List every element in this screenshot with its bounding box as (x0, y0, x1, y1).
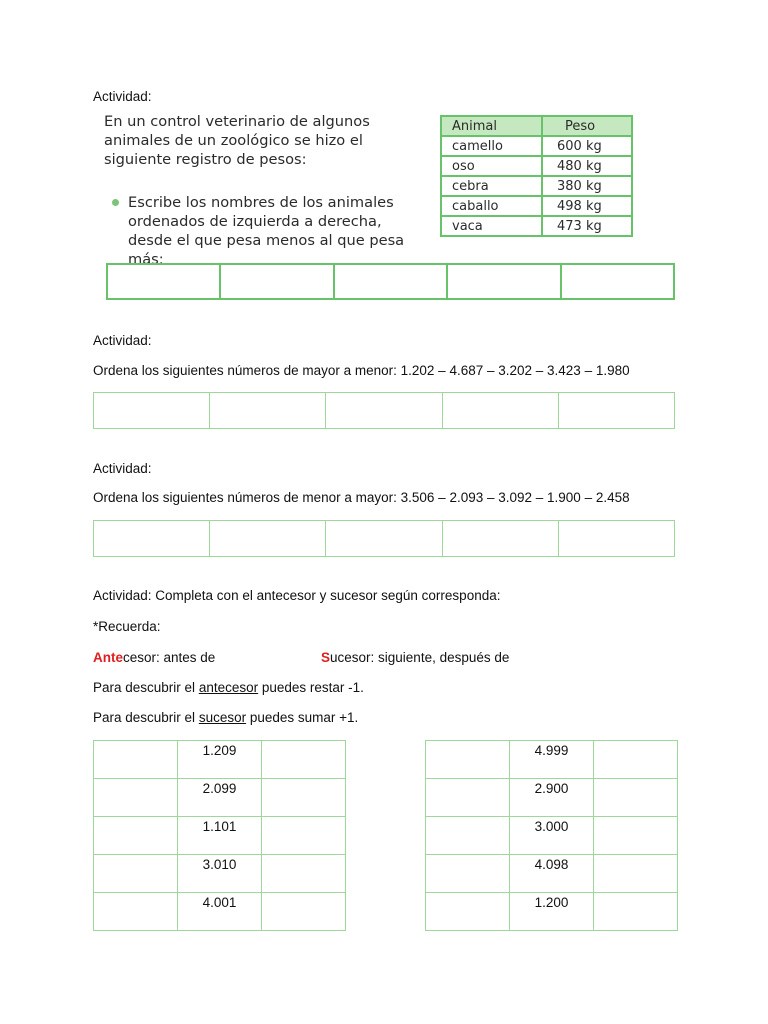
sucesor-cell[interactable] (594, 779, 678, 817)
table-row (441, 216, 632, 236)
weight-cell: 380 kg (542, 176, 632, 196)
sucesor-cell[interactable] (262, 855, 346, 893)
table-row (441, 136, 632, 156)
activity-3-label: Actividad: (93, 461, 152, 476)
sucesor-cell[interactable] (262, 893, 346, 931)
weight-cell: 600 kg (542, 136, 632, 156)
number-cell: 4.001 (178, 893, 262, 931)
sucesor-cell[interactable] (594, 741, 678, 779)
number-cell: 4.999 (510, 741, 594, 779)
answer-cell[interactable] (220, 264, 333, 299)
suc-prefix: S (321, 650, 331, 665)
answer-cell[interactable] (326, 521, 442, 557)
sucesor-cell[interactable] (262, 779, 346, 817)
sucesor-cell[interactable] (594, 893, 678, 931)
table-row (94, 779, 346, 817)
number-cell: 2.900 (510, 779, 594, 817)
number-cell: 4.098 (510, 855, 594, 893)
weight-cell: 498 kg (542, 196, 632, 216)
sucesor-cell[interactable] (594, 817, 678, 855)
predecessor-successor-table-right (425, 740, 678, 931)
answer-cell[interactable] (210, 521, 326, 557)
answer-cell[interactable] (94, 521, 210, 557)
number-cell: 1.200 (510, 893, 594, 931)
weight-cell: 480 kg (542, 156, 632, 176)
textbook-paragraph: En un control veterinario de algunos animales de un zoológico se hizo el siguiente registro de pesos: (104, 113, 370, 168)
table-row (441, 176, 632, 196)
answer-cell[interactable] (558, 521, 674, 557)
antecesor-cell[interactable] (94, 893, 178, 931)
sucesor-cell[interactable] (262, 817, 346, 855)
activity-3-instruction: Ordena los siguientes números de menor a mayor: 3.506 – 2.093 – 3.092 – 1.900 – 2.458 (93, 490, 630, 505)
antecesor-cell[interactable] (426, 779, 510, 817)
bullet-text: Escribe los nombres de los animales ordenados de izquierda a derecha, desde el que pesa menos al que pesa más: (128, 194, 405, 268)
answer-row-desc (93, 392, 675, 429)
antecesor-cell[interactable] (426, 817, 510, 855)
hint-text: puedes sumar +1. (246, 710, 359, 725)
activity-2-label: Actividad: (93, 333, 152, 348)
animal-cell: cebra (441, 176, 542, 196)
activity-4-title: Actividad: Completa con el antecesor y sucesor según corresponda: (93, 588, 501, 603)
answer-cell[interactable] (94, 393, 210, 429)
suc-rest: ucesor: siguiente, después de (330, 650, 510, 665)
hint-keyword: sucesor (198, 710, 247, 725)
table-row (94, 855, 346, 893)
activity-1-label: Actividad: (93, 89, 152, 104)
antecesor-cell[interactable] (426, 893, 510, 931)
answer-cell[interactable] (210, 393, 326, 429)
animal-cell: oso (441, 156, 542, 176)
answer-cell[interactable] (107, 264, 220, 299)
antecesor-cell[interactable] (94, 855, 178, 893)
sucesor-definition (321, 650, 509, 665)
ante-rest: cesor: antes de (123, 650, 216, 665)
antecesor-cell[interactable] (426, 741, 510, 779)
weight-cell: 473 kg (542, 216, 632, 236)
answer-cell[interactable] (558, 393, 674, 429)
remember-label: *Recuerda: (93, 619, 161, 634)
bullet-dot-icon (112, 199, 119, 206)
answer-cell[interactable] (326, 393, 442, 429)
hint-keyword: antecesor (198, 680, 259, 695)
activity-2-instruction: Ordena los siguientes números de mayor a menor: 1.202 – 4.687 – 3.202 – 3.423 – 1.980 (93, 363, 630, 378)
table-row (441, 156, 632, 176)
sucesor-cell[interactable] (594, 855, 678, 893)
sucesor-cell[interactable] (262, 741, 346, 779)
answer-cell[interactable] (447, 264, 560, 299)
table-row (426, 817, 678, 855)
table-row (94, 741, 346, 779)
table-row (426, 893, 678, 931)
ante-prefix: Ante (93, 650, 123, 665)
table-header-row (441, 116, 632, 136)
number-cell: 3.000 (510, 817, 594, 855)
number-cell: 3.010 (178, 855, 262, 893)
answer-cell[interactable] (561, 264, 674, 299)
animal-cell: caballo (441, 196, 542, 216)
hint-text: Para descubrir el (93, 710, 199, 725)
number-cell: 1.209 (178, 741, 262, 779)
number-cell: 2.099 (178, 779, 262, 817)
hint-text: puedes restar -1. (258, 680, 364, 695)
table-row (426, 741, 678, 779)
hint-sucesor (93, 710, 358, 725)
animal-cell: vaca (441, 216, 542, 236)
antecesor-cell[interactable] (94, 741, 178, 779)
animal-weight-table (440, 115, 633, 237)
header-peso: Peso (542, 116, 632, 136)
answer-cell[interactable] (334, 264, 447, 299)
table-row (426, 779, 678, 817)
answer-cell[interactable] (442, 393, 558, 429)
number-cell: 1.101 (178, 817, 262, 855)
predecessor-successor-table-left (93, 740, 346, 931)
hint-antecesor (93, 680, 364, 695)
table-row (426, 855, 678, 893)
answer-cell[interactable] (442, 521, 558, 557)
animal-cell: camello (441, 136, 542, 156)
antecesor-cell[interactable] (94, 817, 178, 855)
antecesor-definition (93, 650, 215, 665)
antecesor-cell[interactable] (426, 855, 510, 893)
table-row (94, 817, 346, 855)
answer-row-asc (93, 520, 675, 557)
table-row (441, 196, 632, 216)
table-row (94, 893, 346, 931)
antecesor-cell[interactable] (94, 779, 178, 817)
answer-row-animals (106, 263, 675, 300)
header-animal: Animal (441, 116, 542, 136)
hint-text: Para descubrir el (93, 680, 199, 695)
